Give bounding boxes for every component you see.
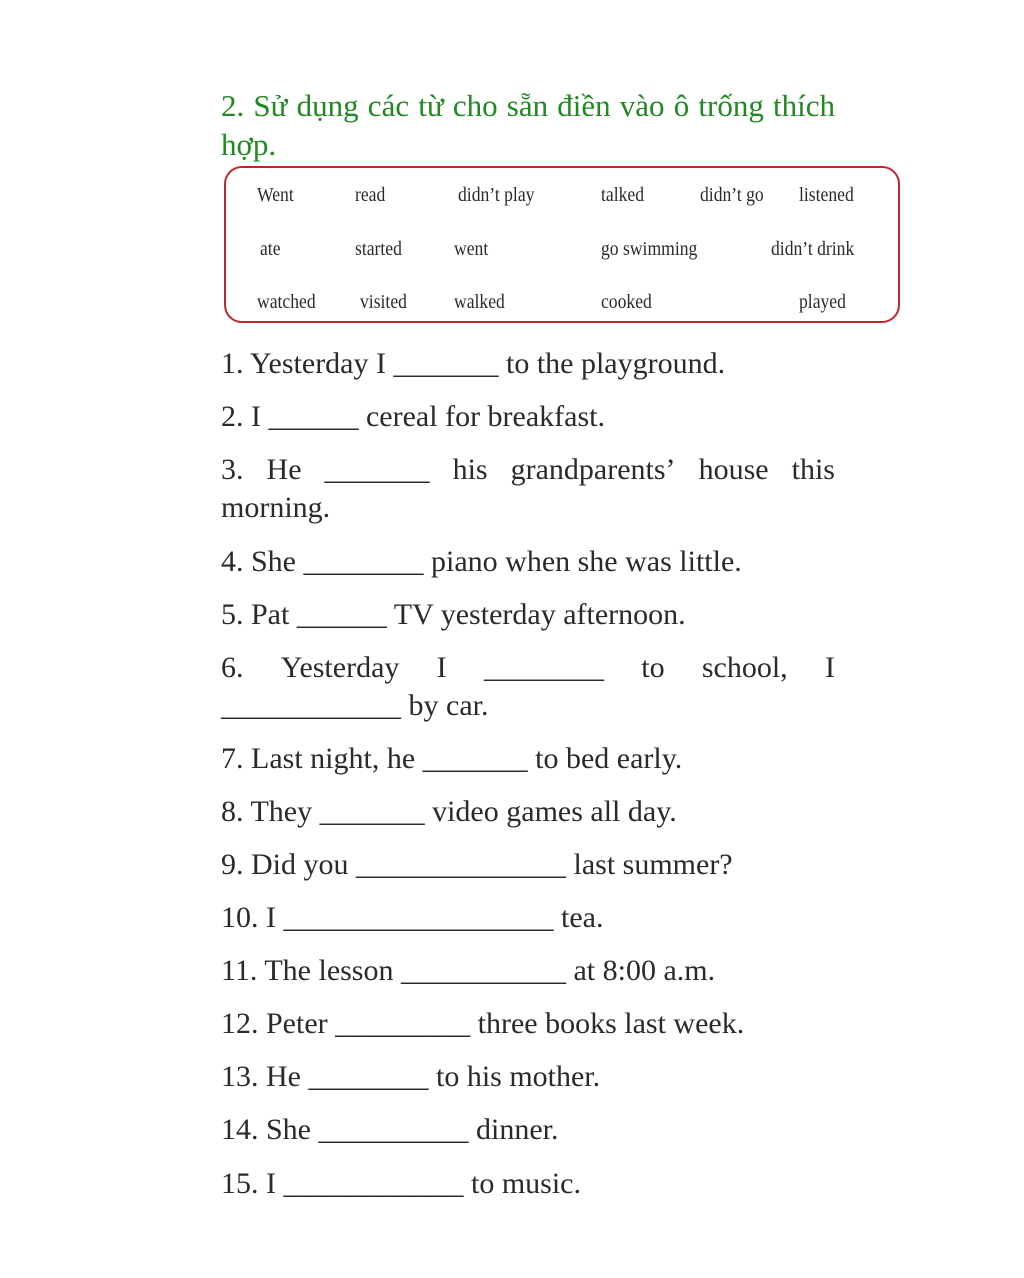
question-10: 10. I __________________ tea. <box>221 901 604 934</box>
question-9: 9. Did you ______________ last summer? <box>221 848 733 881</box>
question-6-line-1: 6. Yesterday I ________ to school, I <box>221 651 835 684</box>
exercise-heading: 2. Sử dụng các từ cho sẵn điền vào ô trống thích hợp. <box>221 88 835 162</box>
word-bank-item: go swimming <box>601 238 698 260</box>
word-bank-item: listened <box>799 184 854 206</box>
question-13: 13. He ________ to his mother. <box>221 1060 601 1093</box>
question-4: 4. She ________ piano when she was little. <box>221 545 742 578</box>
question-3 <box>221 451 835 527</box>
question-12: 12. Peter _________ three books last week. <box>221 1007 745 1040</box>
word-bank-item: Went <box>257 184 294 206</box>
word-bank-item: went <box>454 238 489 260</box>
question-7: 7. Last night, he _______ to bed early. <box>221 742 683 775</box>
question-8: 8. They _______ video games all day. <box>221 795 677 828</box>
question-6-line-2: ____________ by car. <box>221 689 489 722</box>
question-14: 14. She __________ dinner. <box>221 1113 559 1146</box>
question-2: 2. I ______ cereal for breakfast. <box>221 400 605 433</box>
question-15: 15. I ____________ to music. <box>221 1167 581 1200</box>
word-bank-item: visited <box>360 291 407 313</box>
word-bank-item: walked <box>454 291 505 313</box>
question-1: 1. Yesterday I _______ to the playground. <box>221 347 726 380</box>
question-3-line-2: morning. <box>221 491 331 524</box>
word-bank-item: watched <box>257 291 316 313</box>
word-bank-item: cooked <box>601 291 652 313</box>
word-bank-item: ate <box>260 238 281 260</box>
question-6 <box>221 649 835 725</box>
question-11: 11. The lesson ___________ at 8:00 a.m. <box>221 954 716 987</box>
question-5: 5. Pat ______ TV yesterday afternoon. <box>221 598 686 631</box>
word-bank-item: read <box>355 184 386 206</box>
question-3-line-1: 3. He _______ his grandparents’ house this <box>221 453 835 486</box>
word-bank-item: started <box>355 238 402 260</box>
word-bank-item: played <box>799 291 846 313</box>
word-bank-box <box>224 166 900 323</box>
word-bank-item: talked <box>601 184 645 206</box>
word-bank-item: didn’t drink <box>771 238 855 260</box>
word-bank-item: didn’t go <box>700 184 764 206</box>
word-bank-item: didn’t play <box>458 184 535 206</box>
